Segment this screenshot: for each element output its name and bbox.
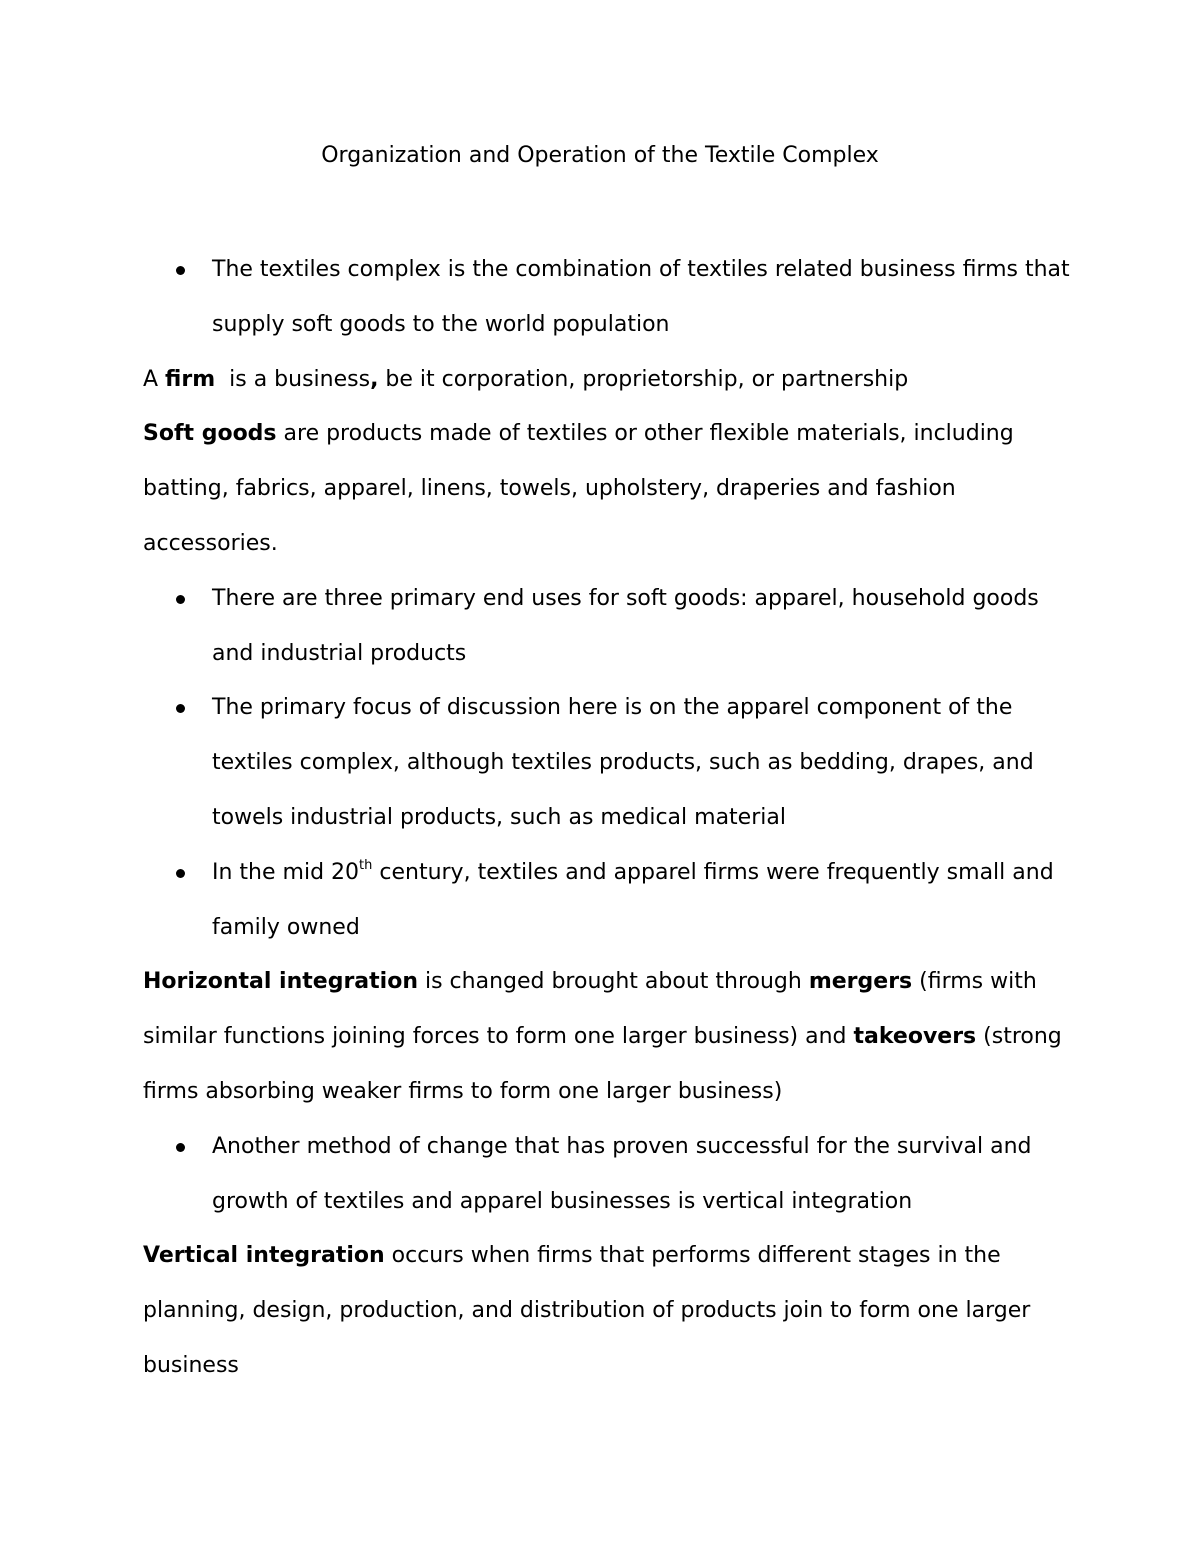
bullet-text bbox=[212, 857, 1054, 940]
bullet-item bbox=[143, 1120, 1073, 1230]
text-run: be it corporation, proprietorship, or partnership bbox=[378, 366, 909, 392]
bullet-icon bbox=[176, 595, 185, 604]
bullet-item bbox=[143, 846, 1073, 956]
term-takeovers: takeovers bbox=[853, 1024, 977, 1050]
text-run: is a business bbox=[215, 366, 371, 392]
bullet-icon bbox=[176, 869, 185, 878]
bullet-item bbox=[143, 572, 1073, 682]
text-run: (strong firms absorbing weaker firms to form one larger business) bbox=[143, 1024, 1062, 1104]
term-soft-goods: Soft goods bbox=[143, 421, 277, 447]
text-run: A bbox=[143, 366, 166, 392]
term-mergers: mergers bbox=[808, 969, 913, 995]
bullet-text: The textiles complex is the combination of textiles related business firms that supply soft goods to the world population bbox=[212, 257, 1070, 337]
document-body bbox=[143, 243, 1073, 1394]
bullet-icon bbox=[176, 266, 185, 275]
bullet-text: There are three primary end uses for soft goods: apparel, household goods and industrial products bbox=[212, 585, 1039, 666]
term-vertical-integration: Vertical integration bbox=[143, 1243, 385, 1269]
term-horizontal-integration: Horizontal integration bbox=[143, 969, 418, 995]
firm-definition bbox=[143, 353, 1073, 408]
document-title: Organization and Operation of the Textile Complex bbox=[321, 143, 879, 168]
bullet-icon bbox=[176, 1143, 185, 1152]
text-run: century, textiles and apparel firms were frequently small and family owned bbox=[212, 859, 1054, 940]
bullet-text: Another method of change that has proven successful for the survival and growth of textiles and apparel businesses is vertical integration bbox=[212, 1133, 1032, 1214]
term-firm: firm bbox=[165, 366, 216, 392]
bullet-text: The primary focus of discussion here is on the apparel component of the textiles complex, although textiles products, such as bedding, drapes, and towels industrial products, such as medical material bbox=[212, 695, 1034, 830]
horizontal-integration-definition bbox=[143, 955, 1073, 1119]
superscript: th bbox=[359, 857, 373, 873]
text-run: are products made of textiles or other flexible materials, including batting, fabrics, apparel, linens, towels, upholstery, draperies and fashion accessories. bbox=[143, 421, 1014, 556]
text-run: occurs when firms that performs different stages in the planning, design, production, and distribution of products join to form one larger business bbox=[143, 1243, 1031, 1378]
text-run: (firms with similar functions joining forces to form one larger business) and bbox=[143, 969, 1037, 1050]
text-run: In the mid 20 bbox=[212, 859, 360, 885]
bullet-item bbox=[143, 243, 1073, 353]
bullet-icon bbox=[176, 704, 185, 713]
bullet-item bbox=[143, 681, 1073, 845]
vertical-integration-definition bbox=[143, 1229, 1073, 1393]
bold-comma: , bbox=[370, 366, 379, 392]
soft-goods-definition bbox=[143, 407, 1073, 571]
text-run: is changed brought about through bbox=[417, 969, 809, 995]
